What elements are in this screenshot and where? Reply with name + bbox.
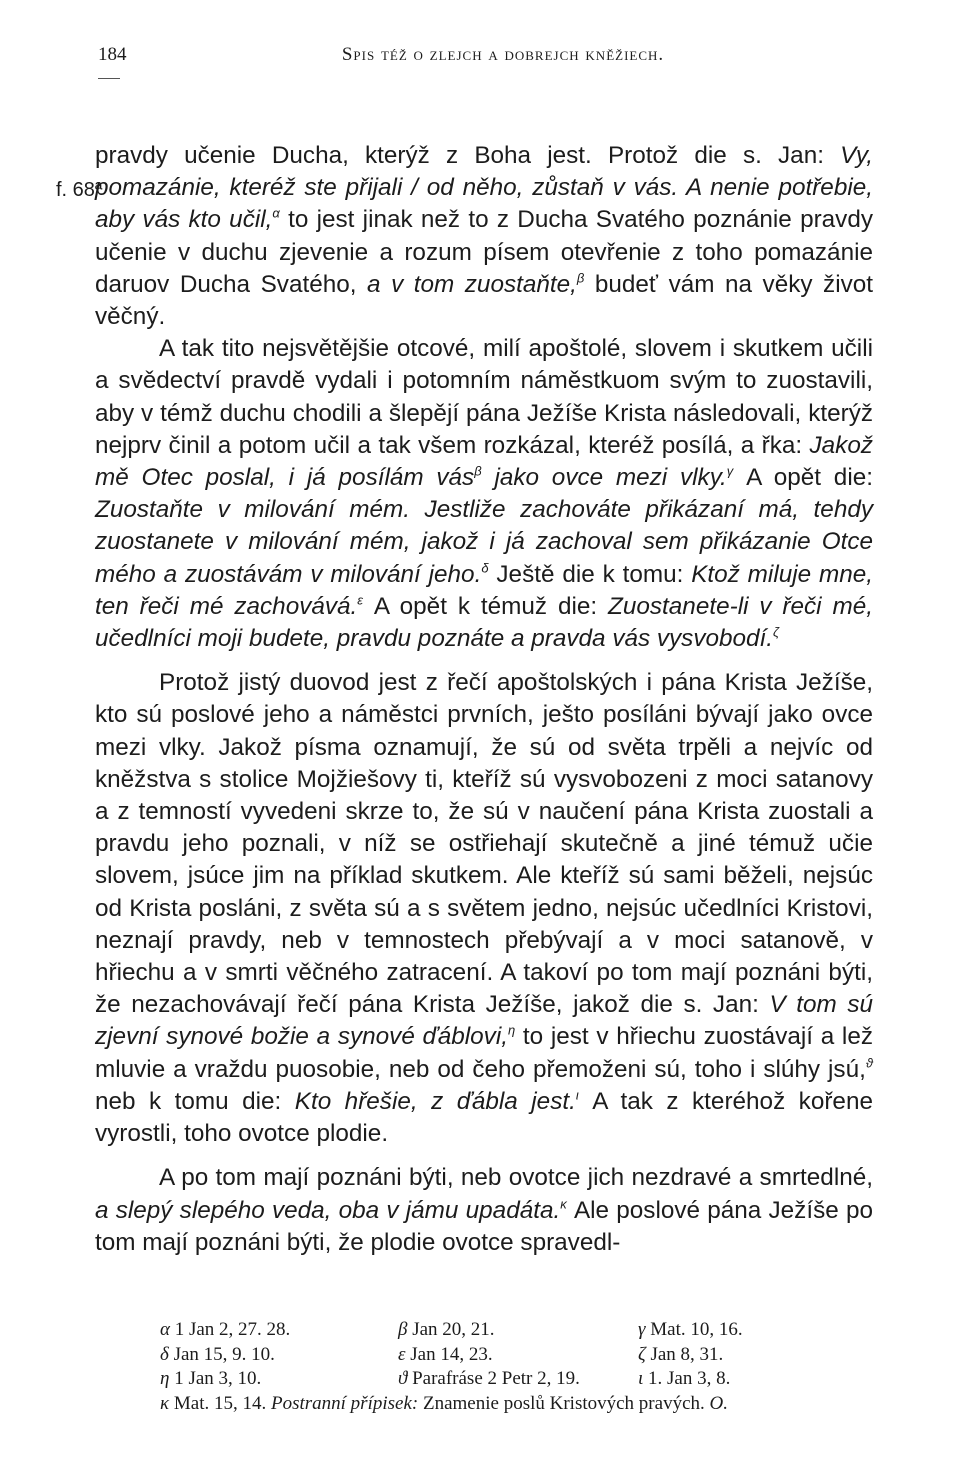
footnote-delta: δ Jan 15, 9. 10. [160,1343,275,1365]
footnote-row-1 [160,1318,880,1343]
paragraph-2 [95,333,873,655]
scripture-quotation: Zuostanete-li v řeči mé, učedlníci moji budete, pravdu poznáte a pravda vás vysvobodí. [95,592,873,653]
text-run: A opět die: [733,464,873,492]
text-run: to jest jinak než to z Ducha Svatého poznánie pravdy učenie v duchu zjevenie a rozum písem otevřenie z toho pomazánie daruov Ducha Svatého, [95,206,873,298]
footnote-mark: ε [357,592,363,608]
footnote-theta: ϑ Parafráse 2 Petr 2, 19. [398,1368,580,1389]
page-number: 184 [98,44,127,65]
text-run: Protož jistý duovod jest z řečí apoštolských i pána Krista Ježíše, kto sú poslové jeho a náměstci prvních, ješto posíláni bývají jako ovce mezi vlky. Jakož písma oznamují, že sú od světa trpěli a nejvíc od kněžstva s stolice Mojžiešovy ti, kteříž sú vysvobozeni z moci satanovy a z temností vyvedeni skrze to, že sú v naučení pána Krista zuostali a pravdu jeho poznali, v níž se ostřiehají skutečně a jiné témuž učie slovem, jsúce jim na příklad skutkem. Ale kteříž sú sami běželi, nejsúc od Krista posláni, z světa sú a s světem jedno, nejsúc učedlníci Kristovi, neznají pravdy, neb v temnostech přebývají a v moci satanově, v hřiechu a v smrti věčného zatracení. A takoví po tom mají poznáni býti, že nezachovávají řečí pána Krista Ježíše, jakož die s. Jan: [95,669,873,1019]
footnote-zeta: ζ Jan 8, 31. [638,1343,724,1365]
footnote-mark: ι [575,1087,579,1103]
scripture-quotation: Zuostaňte v milování mém. Jestliže zachováte přikázaní má, tehdy zuostanete v milování mém, jakož i já zachoval sem přikázanie Otce mého a zuostávám v milování jeho. [95,496,873,588]
scripture-quotation: Vy, pomazánie, kteréž ste přijali / od něho, zůstaň v vás. A nenie potřebie, aby vás kto učil, [95,142,873,234]
text-run: pravdy učenie Ducha, kterýž z Boha jest. Protož die s. Jan: [95,142,841,169]
scripture-quotation: Kto hřešie, z ďábla jest. [294,1087,576,1115]
running-head: Spis též o zlejch a dobrejch kněžiech. [341,44,665,65]
footnote-mark: ϑ [865,1054,873,1070]
footnote-mark: γ [726,463,734,479]
paragraph-3 [95,667,873,1150]
header-rule [98,78,120,79]
text-run: budeť vám na věky život věčný. [95,270,874,331]
main-text [95,140,873,1259]
scripture-quotation: Jakož mě Otec poslal, i já posílám vás [95,431,873,492]
footnote-mark: α [272,205,280,221]
footnote-row-2 [160,1343,880,1368]
footnote-kappa: κ Mat. 15, 14. Postranní přípisek: Znamenie poslů Kristových pravých. O. [160,1392,728,1414]
footnote-row-4 [160,1392,880,1417]
footnotes [160,1318,880,1416]
footnote-gamma: γ Mat. 10, 16. [638,1319,743,1340]
text-run: to jest v hřiechu zuostávají a lež mluvie a vraždu puosobie, neb od čeho přemoženi sú, toho i slúhy jsú, [95,1023,873,1083]
margin-folio-note: f. 68ª [56,179,103,201]
footnote-mark: η [507,1022,516,1038]
scripture-quotation: Ktož miluje mne, ten řeči mé zachovává. [95,560,874,620]
footnote-iota: ι 1. Jan 3, 8. [638,1368,731,1389]
footnote-beta: β Jan 20, 21. [398,1319,495,1340]
footnote-epsilon: ε Jan 14, 23. [398,1343,493,1365]
text-run: neb k tomu die: [95,1087,295,1115]
footnote-mark: κ [560,1195,567,1211]
paragraph-1 [95,140,873,333]
text-run: Ale poslové pána Ježíše po tom mají poznáni býti, že plodie ovotce spravedl- [95,1196,873,1256]
footnote-row-3 [160,1367,880,1392]
paragraph-4 [95,1162,873,1259]
page-header [98,44,878,74]
footnote-mark: ζ [773,624,780,640]
footnote-mark: δ [481,559,489,575]
footnote-eta: η 1 Jan 3, 10. [160,1368,262,1389]
scripture-quotation: a slepý slepého veda, oba v jámu upadáta. [95,1196,561,1224]
text-run: Ještě die k tomu: [488,560,692,588]
text-run: A tak tito nejsvětějšie otcové, milí apoštolé, slovem i skutkem učili a svědectví pravdě vydali i potomním náměstkuom svým to zuostavili, aby v témž duchu chodili a šlepějí pána Ježíše Krista následovali, kterýž nejprv činil a potom učil a tak všem rozkázal, kteréž posílá, a řka: [95,335,873,459]
scripture-quotation: jako ovce mezi vlky. [481,464,727,492]
text-run: A tak z kteréhož kořene vyrostli, toho ovotce plodie. [95,1087,873,1148]
footnote-mark: β [576,270,585,286]
text-run: A po tom mají poznáni býti, neb ovotce jich nezdravé a smrtedlné, [159,1164,873,1192]
footnote-mark: β [474,463,482,479]
scripture-quotation: a v tom zuostaňte, [367,270,577,298]
scripture-quotation: V tom sú zjevní synové božie a synové ďáblovi, [95,991,873,1051]
footnote-alpha: α 1 Jan 2, 27. 28. [160,1319,291,1340]
text-run: A opět k témuž die: [363,592,609,620]
